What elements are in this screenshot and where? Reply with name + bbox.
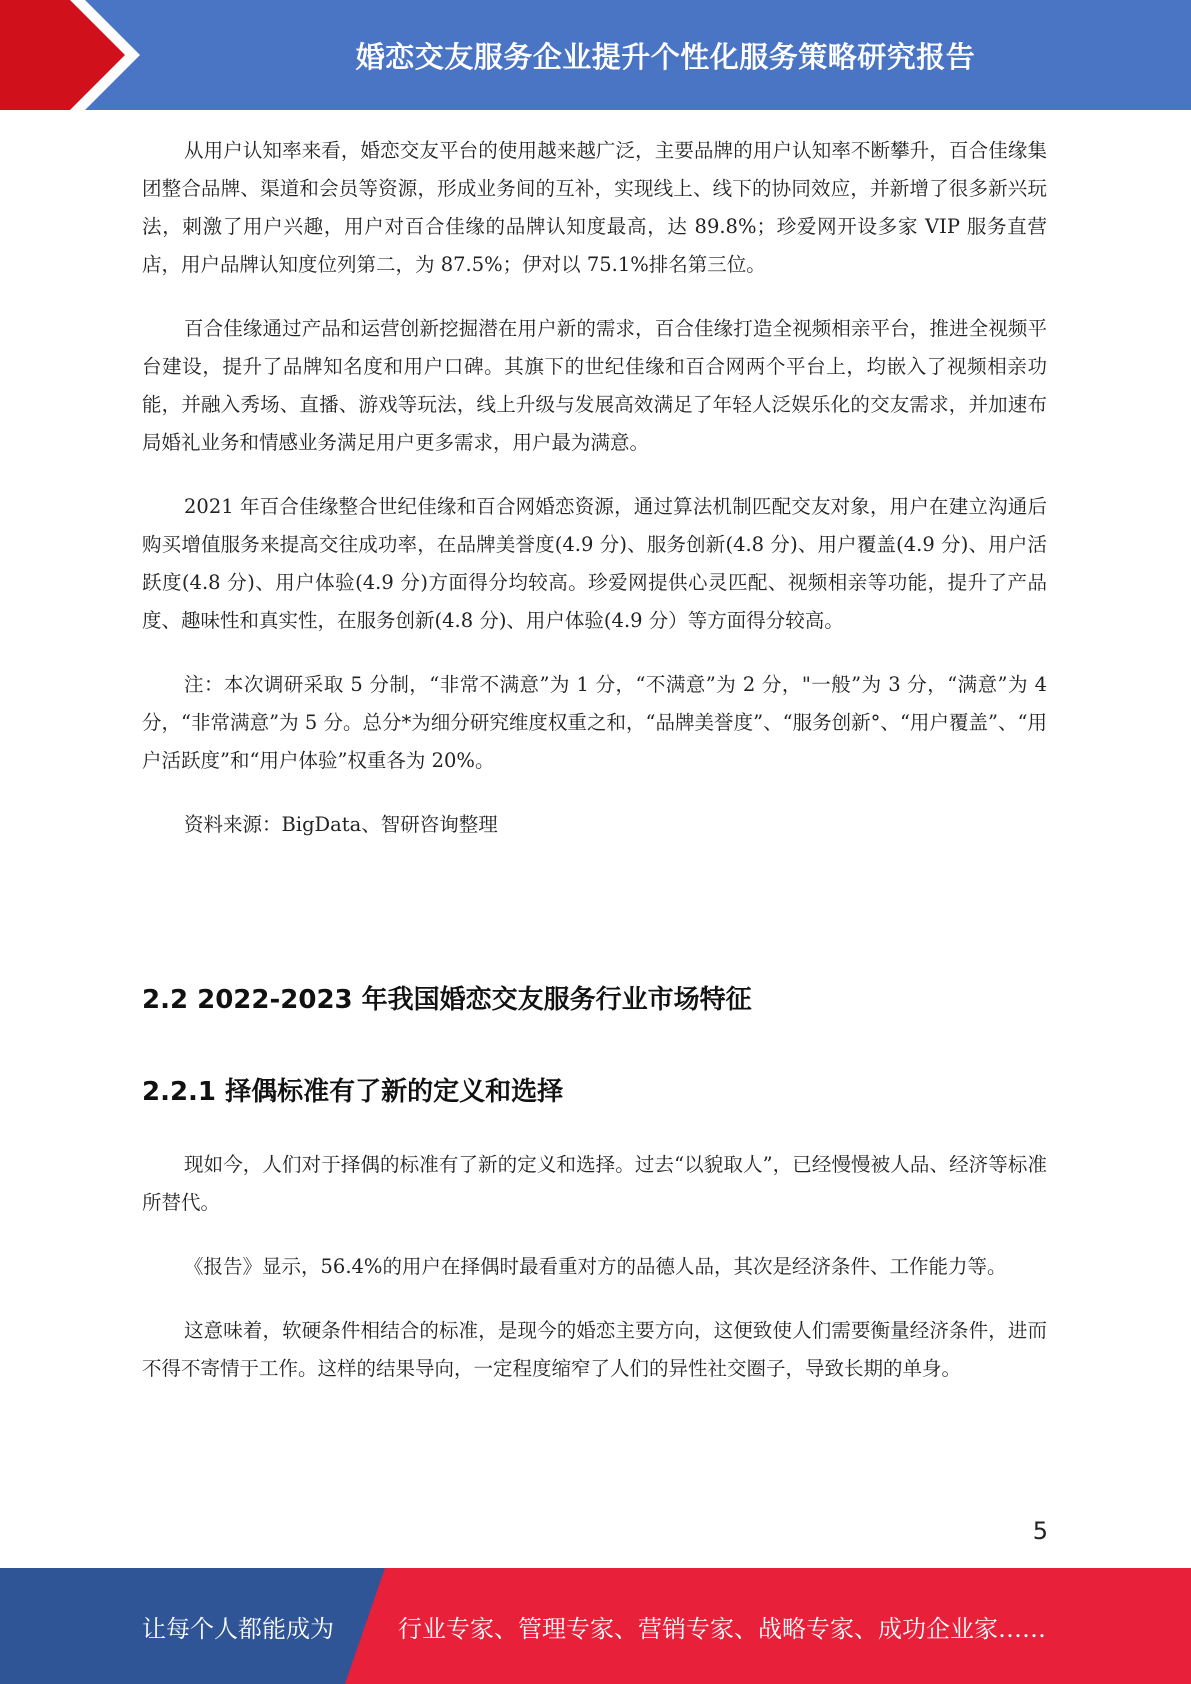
- page-header: [0, 0, 1191, 110]
- report-title: 婚恋交友服务企业提升个性化服务策略研究报告: [355, 39, 976, 74]
- paragraph-implications: 这意味着，软硬条件相结合的标准，是现今的婚恋主要方向，这便致使人们需要衡量经济条件，进而不得不寄情于工作。这样的结果导向，一定程度缩窄了人们的异性社交圈子，导致长期的单身。: [142, 1319, 1047, 1380]
- data-source: 资料来源：BigData、智研咨询整理: [184, 813, 498, 836]
- paragraph-baihe-innovation: 百合佳缘通过产品和运营创新挖掘潜在用户新的需求，百合佳缘打造全视频相亲平台，推进全视频平台建设，提升了品牌知名度和用户口碑。其旗下的世纪佳缘和百合网两个平台上，均嵌入了视频相亲功能，并融入秀场、直播、游戏等玩法，线上升级与发展高效满足了年轻人泛娱乐化的交友需求，并加速布局婚礼业务和情感业务满足用户更多需求，用户最为满意。: [142, 317, 1047, 454]
- paragraph-report-findings: 《报告》显示，56.4%的用户在择偶时最看重对方的品德人品，其次是经济条件、工作能力等。: [184, 1255, 1007, 1278]
- subsection-heading: 2.2.1 择偶标准有了新的定义和选择: [142, 1077, 564, 1107]
- survey-note: 注：本次调研采取 5 分制，“非常不满意”为 1 分，“不满意”为 2 分，"一般”为 3 分，“满意”为 4 分，“非常满意”为 5 分。总分*为细分研究维度权重之和，“品牌美誉度”、“服务创新°、“用户覆盖”、“用户活跃度”和“用户体验”权重各为 20%。: [142, 673, 1047, 772]
- body-text: [142, 132, 1047, 844]
- page-number: 5: [1032, 1517, 1048, 1545]
- footer-slogan-right: 行业专家、管理专家、营销专家、战略专家、成功企业家……: [398, 1614, 1046, 1643]
- section-heading: 2.2 2022-2023 年我国婚恋交友服务行业市场特征: [142, 985, 752, 1015]
- subsection-body: [142, 1146, 1047, 1414]
- page-footer: [0, 1568, 1191, 1684]
- paragraph-2021-scores: 2021 年百合佳缘整合世纪佳缘和百合网婚恋资源，通过算法机制匹配交友对象，用户在建立沟通后购买增值服务来提高交往成功率，在品牌美誉度(4.9 分)、服务创新(4.8 分)、用户覆盖(4.9 分)、用户活跃度(4.8 分)、用户体验(4.9 分)方面得分均较高。珍爱网提供心灵匹配、视频相亲等功能，提升了产品度、趣味性和真实性，在服务创新(4.8 分)、用户体验(4.9 分）等方面得分较高。: [142, 495, 1047, 632]
- paragraph-brand-awareness: 从用户认知率来看，婚恋交友平台的使用越来越广泛，主要品牌的用户认知率不断攀升，百合佳缘集团整合品牌、渠道和会员等资源，形成业务间的互补，实现线上、线下的协同效应，并新增了很多新兴玩法，刺激了用户兴趣，用户对百合佳缘的品牌认知度最高，达 89.8%；珍爱网开设多家 VIP 服务直营店，用户品牌认知度位列第二，为 87.5%；伊对以 75.1%排名第三位。: [142, 139, 1047, 276]
- footer-slogan-left: 让每个人都能成为: [142, 1614, 334, 1643]
- header-arrow-icon: [0, 0, 150, 110]
- paragraph-new-standards: 现如今，人们对于择偶的标准有了新的定义和选择。过去“以貌取人”，已经慢慢被人品、经济等标准所替代。: [142, 1153, 1047, 1214]
